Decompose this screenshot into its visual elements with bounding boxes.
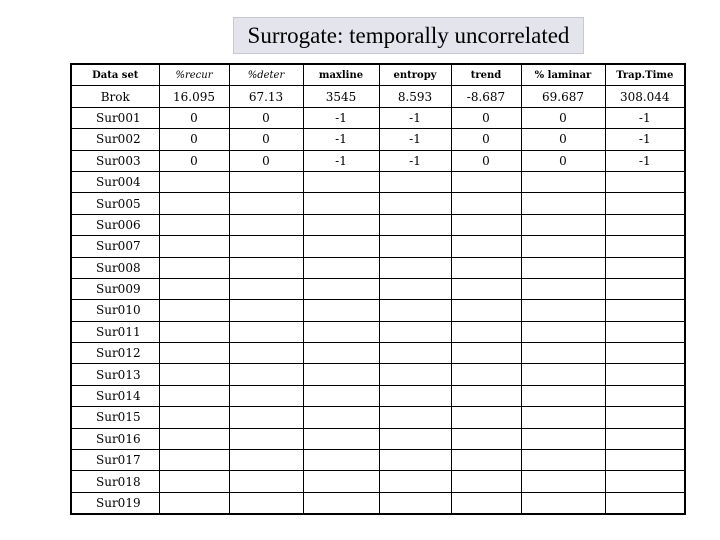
table-cell: [229, 450, 303, 471]
table-cell: 0: [521, 129, 605, 150]
table-cell: [379, 385, 451, 406]
header-entropy: entropy: [379, 64, 451, 86]
table-row: [71, 364, 685, 385]
table-cell: [229, 428, 303, 449]
table-cell: 0: [159, 150, 229, 171]
table-cell: [521, 236, 605, 257]
table-cell: [521, 321, 605, 342]
row-label: Sur006: [71, 214, 159, 235]
header-recur: %recur: [159, 64, 229, 86]
table-cell: [521, 300, 605, 321]
table-cell: 308.044: [605, 86, 685, 107]
table-cell: [159, 257, 229, 278]
table-cell: [451, 450, 521, 471]
table-cell: [229, 407, 303, 428]
table-cell: [605, 171, 685, 192]
table-cell: [379, 343, 451, 364]
table-cell: [451, 343, 521, 364]
table-cell: [605, 471, 685, 492]
table-cell: [521, 471, 605, 492]
table-cell: [451, 428, 521, 449]
table-cell: [303, 300, 379, 321]
row-label: Sur015: [71, 407, 159, 428]
table-row: [71, 321, 685, 342]
table-cell: [229, 492, 303, 514]
table-cell: 0: [159, 129, 229, 150]
table-cell: [605, 214, 685, 235]
table-row: [71, 450, 685, 471]
table-cell: 69.687: [521, 86, 605, 107]
table-cell: 0: [521, 150, 605, 171]
table-row: [71, 150, 685, 171]
table-cell: [379, 364, 451, 385]
table-cell: [303, 193, 379, 214]
table-cell: -1: [379, 107, 451, 128]
table-cell: [379, 257, 451, 278]
row-label: Sur014: [71, 385, 159, 406]
table-cell: [159, 450, 229, 471]
table-cell: 0: [159, 107, 229, 128]
table-cell: [159, 300, 229, 321]
table-cell: [229, 471, 303, 492]
table-cell: [521, 278, 605, 299]
table-cell: [605, 364, 685, 385]
header-trend: trend: [451, 64, 521, 86]
table-row: [71, 107, 685, 128]
table-cell: [303, 407, 379, 428]
table-cell: [605, 278, 685, 299]
table-cell: -1: [303, 129, 379, 150]
header-maxline: maxline: [303, 64, 379, 86]
table-cell: [159, 171, 229, 192]
table-cell: -1: [605, 129, 685, 150]
table-cell: [451, 193, 521, 214]
row-label: Sur011: [71, 321, 159, 342]
table-cell: [159, 492, 229, 514]
table-cell: [379, 450, 451, 471]
table-cell: [159, 193, 229, 214]
table-row: [71, 129, 685, 150]
table-cell: [229, 257, 303, 278]
table-row: [71, 343, 685, 364]
table-cell: -1: [303, 107, 379, 128]
table-cell: -1: [605, 107, 685, 128]
table-cell: [451, 321, 521, 342]
table-cell: [521, 214, 605, 235]
table-cell: [451, 407, 521, 428]
table-header-row: [71, 64, 685, 86]
table-cell: [303, 236, 379, 257]
table-cell: [229, 321, 303, 342]
table-cell: [303, 257, 379, 278]
table-cell: [521, 428, 605, 449]
row-label: Sur005: [71, 193, 159, 214]
table-cell: [605, 450, 685, 471]
row-label: Sur007: [71, 236, 159, 257]
table-cell: [605, 385, 685, 406]
table-cell: 16.095: [159, 86, 229, 107]
table-cell: [605, 236, 685, 257]
table-cell: 0: [451, 107, 521, 128]
table-cell: [605, 193, 685, 214]
table-cell: [521, 492, 605, 514]
row-label: Brok: [71, 86, 159, 107]
table-cell: [303, 214, 379, 235]
table-cell: [521, 407, 605, 428]
table-cell: [303, 471, 379, 492]
table-cell: [303, 171, 379, 192]
table-cell: [521, 450, 605, 471]
header-trap-time: Trap.Time: [605, 64, 685, 86]
table-cell: 67.13: [229, 86, 303, 107]
table-cell: [159, 214, 229, 235]
table-cell: [521, 257, 605, 278]
row-label: Sur012: [71, 343, 159, 364]
table-row: [71, 257, 685, 278]
table-cell: [379, 193, 451, 214]
table-cell: [303, 278, 379, 299]
table-cell: [379, 492, 451, 514]
table-row: [71, 171, 685, 192]
header-deter: %deter: [229, 64, 303, 86]
table-cell: [229, 193, 303, 214]
row-label: Sur009: [71, 278, 159, 299]
table-cell: [159, 471, 229, 492]
table-cell: [159, 385, 229, 406]
table-cell: [521, 385, 605, 406]
table-cell: [229, 343, 303, 364]
table-cell: [451, 385, 521, 406]
table-cell: -1: [303, 150, 379, 171]
table-cell: 0: [451, 150, 521, 171]
table-cell: 3545: [303, 86, 379, 107]
table-cell: [451, 214, 521, 235]
row-label: Sur001: [71, 107, 159, 128]
table-cell: [451, 364, 521, 385]
table-cell: [303, 450, 379, 471]
table-cell: [159, 407, 229, 428]
row-label: Sur016: [71, 428, 159, 449]
table-cell: [379, 171, 451, 192]
table-cell: [605, 407, 685, 428]
table-row: [71, 214, 685, 235]
table-cell: [229, 385, 303, 406]
table-cell: [605, 321, 685, 342]
row-label: Sur013: [71, 364, 159, 385]
table-cell: 0: [521, 107, 605, 128]
table-cell: [303, 321, 379, 342]
table-cell: 8.593: [379, 86, 451, 107]
table-cell: [521, 364, 605, 385]
table-body: [71, 86, 685, 514]
table-cell: [303, 428, 379, 449]
table-cell: [229, 278, 303, 299]
table-cell: -8.687: [451, 86, 521, 107]
row-label: Sur002: [71, 129, 159, 150]
header-laminar: % laminar: [521, 64, 605, 86]
table-cell: [229, 364, 303, 385]
table-cell: [159, 428, 229, 449]
row-label: Sur019: [71, 492, 159, 514]
table-cell: [379, 471, 451, 492]
row-label: Sur018: [71, 471, 159, 492]
table-cell: [451, 236, 521, 257]
table-row: [71, 193, 685, 214]
table-cell: [605, 492, 685, 514]
slide-title: [233, 17, 584, 54]
table-cell: [303, 492, 379, 514]
table-cell: [605, 343, 685, 364]
table-cell: [159, 278, 229, 299]
table-row: [71, 492, 685, 514]
table-cell: [605, 300, 685, 321]
table-cell: [159, 343, 229, 364]
table-cell: [229, 300, 303, 321]
table-cell: [605, 257, 685, 278]
table-cell: [451, 492, 521, 514]
row-label: Sur004: [71, 171, 159, 192]
results-table: [70, 63, 686, 515]
table-cell: [521, 171, 605, 192]
table-cell: [303, 364, 379, 385]
table-cell: 0: [229, 107, 303, 128]
table-cell: [229, 214, 303, 235]
table-cell: [379, 428, 451, 449]
table-cell: -1: [379, 150, 451, 171]
table-cell: [451, 300, 521, 321]
row-label: Sur003: [71, 150, 159, 171]
table-row: [71, 278, 685, 299]
table-row: [71, 236, 685, 257]
table-cell: [159, 321, 229, 342]
table-cell: [379, 407, 451, 428]
table-cell: [521, 343, 605, 364]
table-row: [71, 471, 685, 492]
table-cell: [451, 278, 521, 299]
table-cell: [379, 214, 451, 235]
table-cell: [451, 257, 521, 278]
table-cell: [159, 364, 229, 385]
row-label: Sur017: [71, 450, 159, 471]
slide-title-text: Surrogate: temporally uncorrelated: [247, 22, 570, 48]
table-cell: 0: [451, 129, 521, 150]
table-row: [71, 86, 685, 107]
table-cell: [229, 171, 303, 192]
table-cell: 0: [229, 129, 303, 150]
table-cell: [303, 343, 379, 364]
table-cell: [521, 193, 605, 214]
header-data-set: Data set: [71, 64, 159, 86]
table-cell: [451, 471, 521, 492]
table-cell: [379, 236, 451, 257]
table-cell: [379, 300, 451, 321]
table-cell: -1: [379, 129, 451, 150]
table-cell: [379, 278, 451, 299]
table-cell: [451, 171, 521, 192]
table-row: [71, 428, 685, 449]
table-cell: [229, 236, 303, 257]
row-label: Sur008: [71, 257, 159, 278]
table-cell: [303, 385, 379, 406]
table-row: [71, 385, 685, 406]
table-cell: [605, 428, 685, 449]
table-cell: -1: [605, 150, 685, 171]
table-row: [71, 300, 685, 321]
table-cell: [379, 321, 451, 342]
row-label: Sur010: [71, 300, 159, 321]
table-cell: 0: [229, 150, 303, 171]
table-cell: [159, 236, 229, 257]
table-row: [71, 407, 685, 428]
